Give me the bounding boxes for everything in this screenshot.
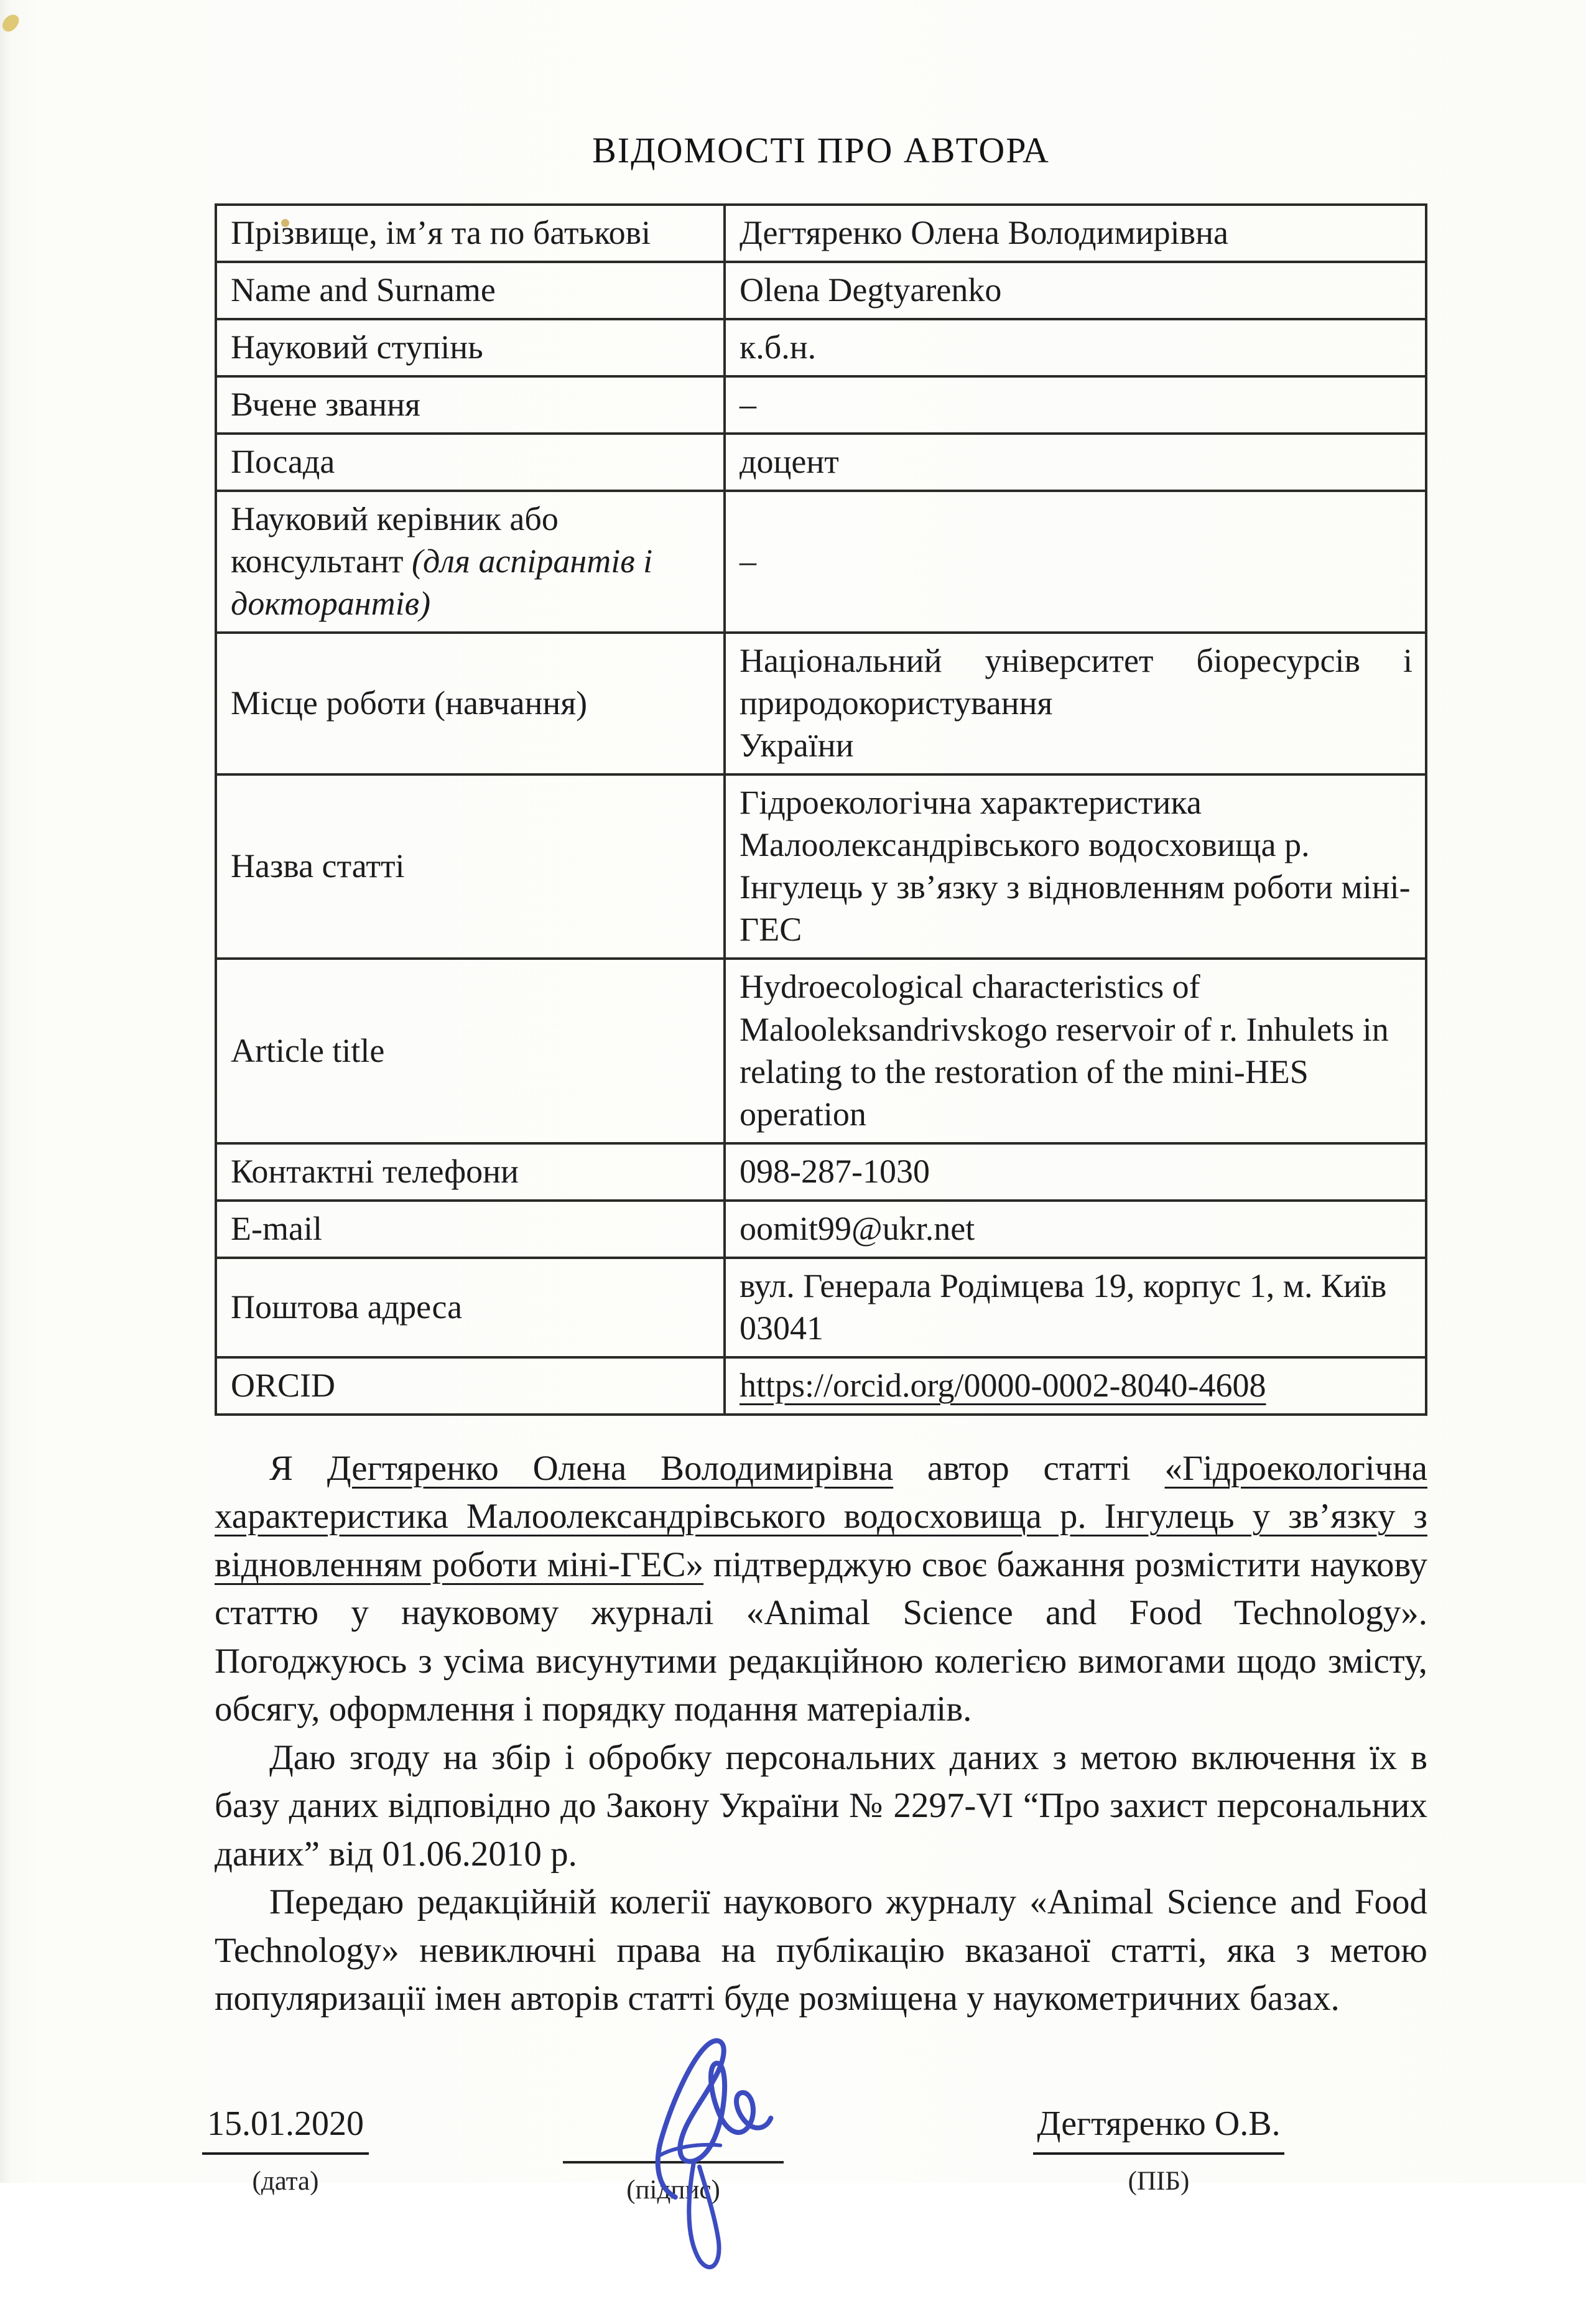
table-row-position (216, 434, 1426, 491)
page-title: ВІДОМОСТІ ПРО АВТОРА (592, 130, 1050, 170)
row-value: Olena Degtyarenko (725, 262, 1426, 319)
row-value: вул. Генерала Родімцева 19, корпус 1, м. Київ 03041 (725, 1258, 1426, 1357)
name-caption: (ПІБ) (1128, 2166, 1190, 2196)
table-row-surname (216, 205, 1426, 262)
consent-paragraph-3: Передаю редакційній колегії наукового журналу «Animal Science and Food Technology» невиключні права на публікацію вказаної статті, яка з метою популяризації імен авторів статті буде розміщена у наукометричних базах. (215, 1882, 1427, 2019)
table-row-workplace (216, 633, 1426, 774)
document-content (207, 0, 1428, 2324)
row-label: Вчене звання (216, 376, 725, 434)
row-label: Місце роботи (навчання) (216, 633, 725, 774)
table-row-name-surname (216, 262, 1426, 319)
row-value (725, 633, 1426, 774)
table-row-orcid (216, 1357, 1426, 1415)
table-row-supervisor (216, 491, 1426, 633)
date-value: 15.01.2020 (202, 2104, 369, 2155)
workplace-line: природокористування (740, 684, 1053, 722)
row-value: – (725, 491, 1426, 633)
signatory-name: Дегтяренко О.В. (1033, 2104, 1284, 2155)
row-label: ORCID (216, 1357, 725, 1415)
table-row-postal-address (216, 1258, 1426, 1357)
row-label: Прізвище, ім’я та по батькові (216, 205, 725, 262)
row-value: Дегтяренко Олена Володимирівна (725, 205, 1426, 262)
article-title-underlined: «Гідроекологічна характеристика Малоолександрівського водосховища р. Інгулець у зв’язку з відновленням роботи міні-ГЕС» (215, 1448, 1428, 1584)
signature-line (563, 2161, 784, 2164)
row-label: Article title (216, 959, 725, 1143)
table-row-academic-title (216, 376, 1426, 434)
signature-row (207, 2063, 1427, 2324)
row-label-italic: (для аспірантів і докторантів) (231, 542, 653, 623)
table-row-article-title-ua (216, 774, 1426, 959)
row-label: E-mail (216, 1201, 725, 1258)
row-label: Поштова адреса (216, 1258, 725, 1357)
table-row-phone (216, 1143, 1426, 1201)
workplace-line: Національний університет біоресурсів і (740, 642, 1412, 680)
row-value: 098-287-1030 (725, 1143, 1426, 1201)
scan-artifact (0, 11, 21, 34)
workplace-line: України (740, 727, 854, 765)
consent-paragraph-1: Я Дегтяренко Олена Володимирівна автор статті «Гідроекологічна характеристика Малоолександрівського водосховища р. Інгулець у зв’язку з відновленням роботи міні-ГЕС» підтверджую своє бажання розмістити наукову статтю у науковому журналі «Animal Science and Food Technology». Погоджуюсь з усіма висунутими редакційною колегією вимогами щодо змісту, обсягу, оформлення і порядку подання матеріалів. (215, 1448, 1428, 1729)
table-row-email (216, 1201, 1426, 1258)
row-label: Контактні телефони (216, 1143, 725, 1201)
consent-text (215, 1444, 1427, 2023)
author-info-table (215, 203, 1427, 1416)
row-label: Посада (216, 434, 725, 491)
signature-image (590, 2023, 794, 2284)
signature-block (563, 2063, 784, 2205)
row-label: Науковий керівник або консультант (для аспірантів і докторантів) (216, 491, 725, 633)
row-label: Науковий ступінь (216, 319, 725, 376)
orcid-link: https://orcid.org/0000-0002-8040-4608 (740, 1366, 1266, 1404)
row-label: Назва статті (216, 774, 725, 959)
table-row-article-title-en (216, 959, 1426, 1143)
row-value: к.б.н. (725, 319, 1426, 376)
row-label: Name and Surname (216, 262, 725, 319)
row-value: Hydroecological characteristics of Malooleksandrivskogo reservoir of r. Inhulets in relating to the restoration of the mini-HES operation (725, 959, 1426, 1143)
row-value (725, 1357, 1426, 1415)
row-value: – (725, 376, 1426, 434)
consent-paragraph-2: Даю згоду на збір і обробку персональних даних з метою включення їх в базу даних відповідно до Закону України № 2297-VI “Про захист персональних даних” від 01.06.2010 р. (215, 1737, 1427, 1874)
row-value: oomit99@ukr.net (725, 1201, 1426, 1258)
table-row-degree (216, 319, 1426, 376)
row-value: Гідроекологічна характеристика Малоолександрівського водосховища р. Інгулець у зв’язку з відновленням роботи міні-ГЕС (725, 774, 1426, 959)
author-name-underlined: Дегтяренко Олена Володимирівна (327, 1448, 894, 1488)
signature-caption: (підпис) (626, 2175, 720, 2205)
row-value: доцент (725, 434, 1426, 491)
date-caption: (дата) (252, 2166, 319, 2196)
